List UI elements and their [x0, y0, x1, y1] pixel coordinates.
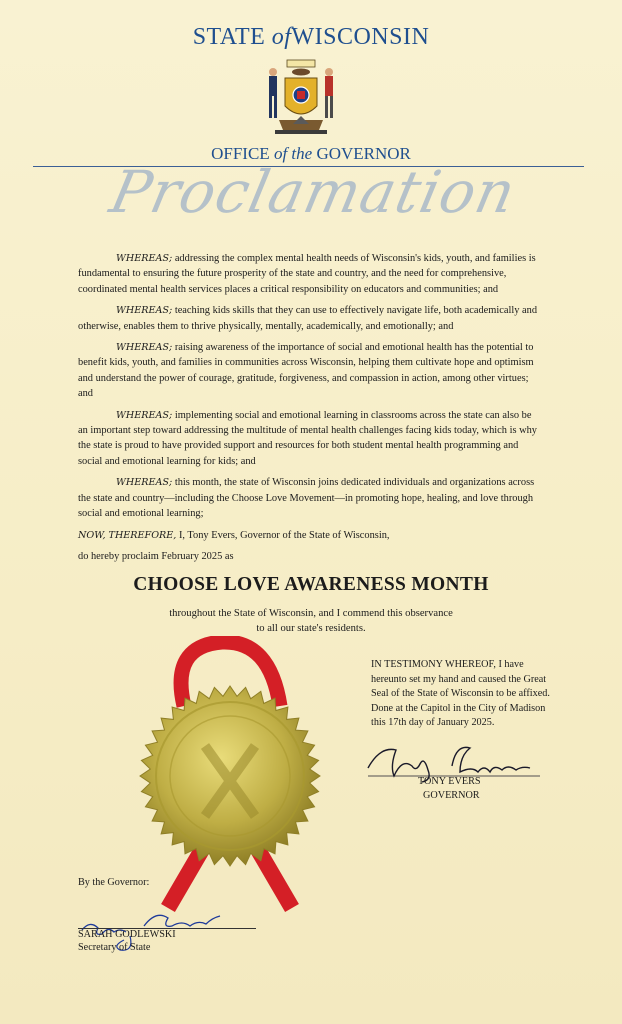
- office-title-prefix: OFFICE: [211, 144, 270, 163]
- proclamation-body: [78, 251, 542, 570]
- therefore-line-1: [78, 528, 542, 543]
- great-seal-icon: [130, 636, 330, 916]
- whereas-text: addressing the complex mental health needs of Wisconsin's kids, youth, and families is fundamental to ensuring the future prosperity of the state and country, and the need for comprehensive, coordinated mental health services places a critical responsibility on educators and communities; and: [78, 253, 536, 295]
- whereas-label: WHEREAS;: [116, 477, 173, 489]
- whereas-label: WHEREAS;: [116, 342, 173, 354]
- whereas-text: implementing social and emotional learning in classrooms across the state can also be an important step toward addressing the multitude of mental health challenges facing kids today, which is why the state is proud to have provided support and resources for both student mental health programming and social and emotional learning for kids; and: [78, 409, 537, 467]
- proclaimed-month-title: CHOOSE LOVE AWARENESS MONTH: [133, 574, 489, 595]
- whereas-label: WHEREAS;: [116, 305, 173, 317]
- governor-title: GOVERNOR: [423, 790, 480, 801]
- office-title-of: of the: [273, 144, 313, 163]
- whereas-paragraph: [78, 340, 542, 402]
- by-governor-label: By the Governor:: [78, 877, 150, 888]
- whereas-paragraph: [78, 475, 542, 521]
- secretary-title: Secretary of State: [78, 942, 151, 953]
- whereas-label: WHEREAS;: [116, 409, 173, 421]
- whereas-label: WHEREAS;: [116, 253, 173, 264]
- state-title: [0, 24, 622, 51]
- therefore-text-1: I, Tony Evers, Governor of the State of Wisconsin,: [178, 529, 390, 541]
- secretary-name: SARAH GODLEWSKI: [78, 929, 176, 940]
- state-title-prefix: STATE: [192, 24, 266, 50]
- commend-line-1: throughout the State of Wisconsin, and I commend this observance: [169, 608, 453, 619]
- whereas-text: raising awareness of the importance of social and emotional health has the potential to benefit kids, youth, and families in communities across Wisconsin, helping them cultivate hope and optimism and understand the power of courage, gratitude, forgiveness, and compassion in action, among other virtues; and: [78, 342, 534, 400]
- testimony-text: IN TESTIMONY WHEREOF, I have hereunto set my hand and caused the Great Seal of the State of Wisconsin to be affixed. Done at the Capitol in the City of Madison this 17th day of January 2025.: [371, 659, 550, 729]
- wisconsin-coat-of-arms-icon: [255, 58, 347, 144]
- proclamation-script-title: Proclamation: [104, 158, 523, 226]
- whereas-paragraph: [78, 303, 542, 334]
- state-title-name: WISCONSIN: [291, 24, 430, 50]
- therefore-line-2: do hereby proclaim February 2025 as: [78, 550, 234, 562]
- office-title-name: GOVERNOR: [316, 144, 411, 163]
- whereas-paragraph: [78, 251, 542, 297]
- commend-text: [0, 606, 622, 636]
- whereas-text: teaching kids skills that they can use to effectively navigate life, both academically and otherwise, enables them to thrive physically, mentally, academically, and emotionally; and: [78, 305, 538, 332]
- state-title-of: of: [271, 24, 292, 50]
- therefore-label: NOW, THEREFORE,: [78, 529, 177, 541]
- commend-line-2: to all our state's residents.: [256, 623, 366, 634]
- whereas-paragraph: [78, 408, 542, 470]
- governor-name: TONY EVERS: [418, 776, 481, 787]
- whereas-text: this month, the state of Wisconsin joins dedicated individuals and organizations across the state and country—including the Choose Love Movement—in promoting hope, healing, and love through social and emotional learning;: [78, 477, 535, 520]
